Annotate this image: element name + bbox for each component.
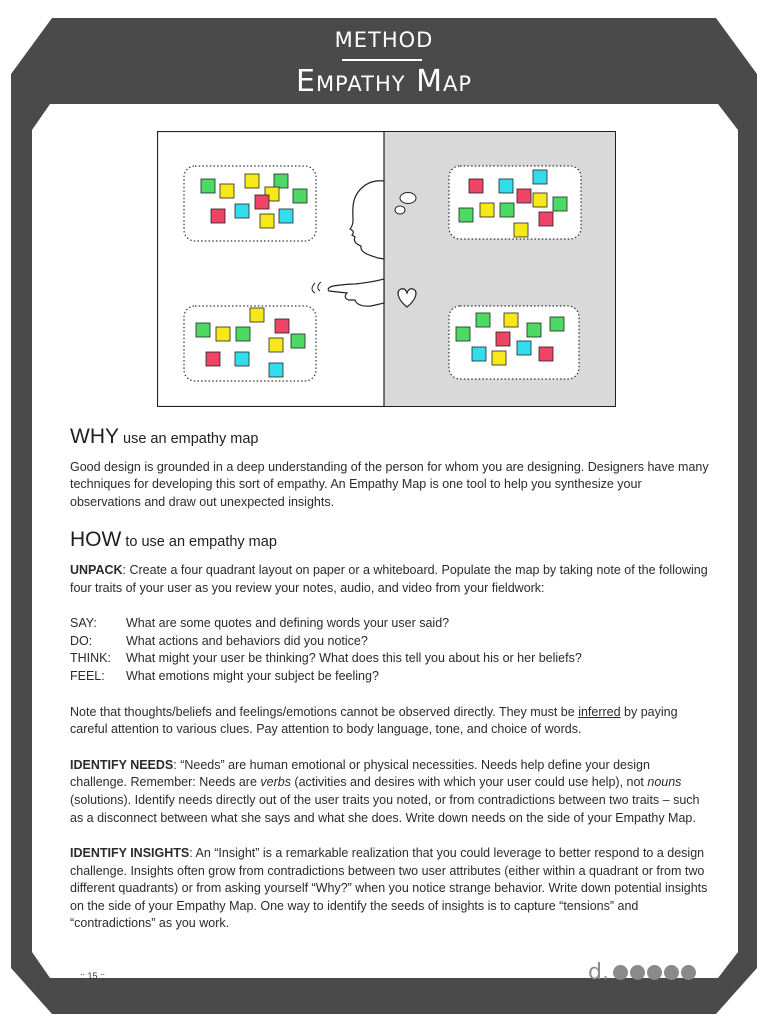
needs-verbs: verbs	[260, 775, 291, 790]
trait-text: What actions and behaviors did you notice?	[126, 633, 368, 648]
why-heading-rest: use an empathy map	[119, 431, 259, 447]
thought-bubble-icon	[400, 193, 416, 204]
needs-nouns: nouns	[647, 775, 682, 790]
page-number: :: 15 ::	[80, 971, 106, 981]
trait-list	[70, 615, 710, 685]
insights-paragraph	[70, 845, 710, 933]
feel-quadrant	[449, 306, 579, 379]
note-text-b: by paying careful attention to various clues. Pay attention to body language, tone, and choice of words.	[70, 704, 678, 737]
think-quadrant	[449, 166, 581, 239]
needs-paragraph	[70, 757, 710, 827]
logo-circle-icon	[647, 965, 662, 980]
needs-text-3: (solutions). Identify needs directly out of the user traits you noted, or from contradictions between two traits – such as a disconnect between what she says and what she does. Write down needs on the side of your Empathy Map.	[70, 792, 700, 825]
how-heading-rest: to use an empathy map	[121, 534, 277, 551]
trait-key: DO:	[70, 633, 93, 648]
why-heading-keyword: WHY	[70, 425, 119, 448]
why-heading	[70, 425, 710, 449]
empathy-map-illustration	[157, 131, 616, 407]
unpack-label: UNPACK	[70, 562, 123, 577]
trait-feel	[70, 668, 710, 686]
logo-circle-icon	[613, 965, 628, 980]
trait-think	[70, 650, 710, 668]
note-text-a: Note that thoughts/beliefs and feelings/emotions cannot be observed directly. They must be	[70, 704, 579, 719]
trait-text: What might your user be thinking? What does this tell you about his or her beliefs?	[126, 651, 582, 666]
trait-text: What emotions might your subject be feeling?	[126, 668, 379, 683]
insights-text: : An “Insight” is a remarkable realization that you could leverage to better respond to a design challenge. Insights often grow from contradictions between two user attributes (either within a quadrant or from two different quadrants) or from asking yourself “Why?” when you notice strange behavior. Write down potential insights on the side of your Empathy Map. One way to identify the seeds of insights is to capture “tensions” and “contradictions” as you work.	[70, 846, 708, 931]
logo-circle-icon	[681, 965, 696, 980]
trait-key: THINK:	[70, 651, 111, 666]
logo-letter: d.	[588, 960, 609, 985]
how-heading-keyword: HOW	[70, 528, 122, 552]
dschool-logo	[588, 960, 696, 985]
note-inferred: inferred	[578, 704, 621, 719]
method-content	[70, 425, 710, 933]
say-quadrant	[184, 166, 316, 241]
why-paragraph: Good design is grounded in a deep understanding of the person for whom you are designing. Designers have many techniques for developing this sort of empathy. An Empathy Map is one tool to help you synthesize your observations and draw out unexpected insights.	[70, 459, 709, 509]
logo-circle-icon	[630, 965, 645, 980]
needs-text-1: : “Needs” are human emotional or physical necessities. Needs help define your design challenge. Remember: Needs are	[70, 757, 650, 790]
unpack-text: : Create a four quadrant layout on paper or a whiteboard. Populate the map by taking note of the following four traits of your user as you review your notes, audio, and video from your fieldwork:	[70, 562, 708, 595]
how-heading	[70, 528, 710, 552]
method-kicker: METHOD	[334, 28, 434, 52]
trait-text: What are some quotes and defining words your user said?	[126, 616, 450, 631]
trait-say	[70, 615, 710, 633]
trait-do	[70, 633, 710, 651]
note-paragraph	[70, 704, 710, 739]
needs-label: IDENTIFY NEEDS	[70, 757, 174, 772]
insights-label: IDENTIFY INSIGHTS	[70, 846, 190, 861]
logo-circle-icon	[664, 965, 679, 980]
needs-text-2: (activities and desires with which your user could use help), not	[290, 775, 648, 790]
unpack-paragraph	[70, 562, 710, 597]
trait-key: FEEL:	[70, 668, 105, 683]
trait-key: SAY:	[70, 616, 97, 631]
page-title: Empathy Map	[295, 64, 473, 99]
header-divider	[342, 59, 422, 61]
do-quadrant	[184, 306, 316, 381]
